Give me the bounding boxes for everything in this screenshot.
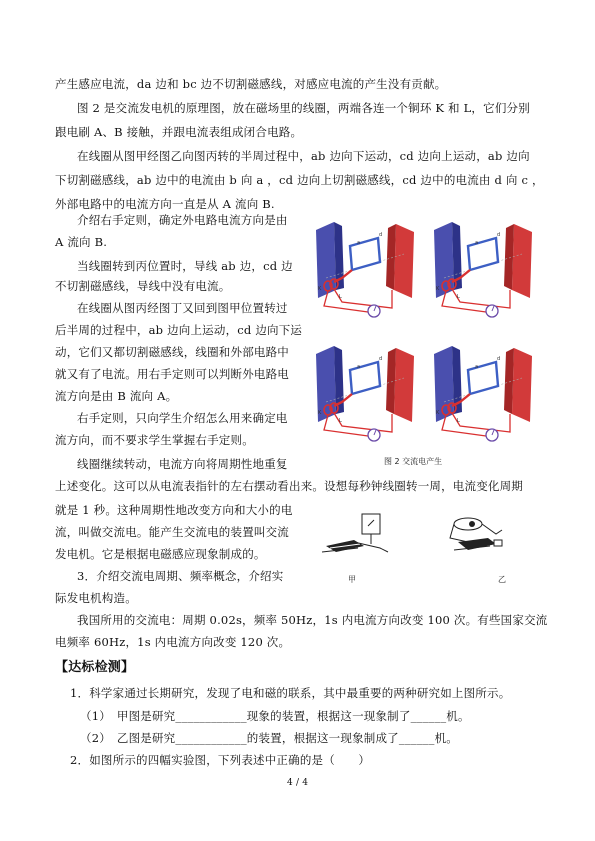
paragraph-line: 就又有了电流。用右手定则可以判断外电路电 xyxy=(55,367,289,381)
figure-label-yi: 乙 xyxy=(498,575,506,584)
paragraph-line: 就是 1 秒。这种周期性地改变方向和大小的电 xyxy=(55,503,293,517)
paragraph-line: 际发电机构造。 xyxy=(55,591,137,605)
paragraph-line: A 流向 B. xyxy=(55,235,108,249)
page-number: 4 / 4 xyxy=(287,778,309,788)
paragraph-line: 流，叫做交流电。能产生交流电的装置叫交流 xyxy=(55,525,289,539)
section-heading: 【达标检测】 xyxy=(55,660,135,675)
paragraph-line: 线圈继续转动，电流方向将周期性地重复 xyxy=(77,457,288,471)
paragraph-line: 不切割磁感线，导线中没有电流。 xyxy=(55,279,231,293)
question-line: （2） 乙图是研究____________的装置，根据这一现象制成了______机。 xyxy=(80,731,458,745)
paragraph-line: 跟电刷 A、B 接触，并跟电流表组成闭合电路。 xyxy=(55,125,303,139)
question-line: 1．科学家通过长期研究，发现了电和磁的联系，其中最重要的两种研究如上图所示。 xyxy=(70,686,511,700)
figure-caption: 图 2 交流电产生 xyxy=(384,457,443,466)
paragraph-line: 流方向，而不要求学生掌握右手定则。 xyxy=(55,433,254,447)
paragraph-line: 下切割磁感线，ab 边中的电流由 b 向 a ，cd 边向上切割磁感线，cd 边中的电流由 d 向 c ， xyxy=(55,173,544,187)
figure-label-jia: 甲 xyxy=(348,575,356,584)
experiment-figure xyxy=(318,512,540,590)
paragraph-line: 在线圈从图丙经图丁又回到图甲位置转过 xyxy=(77,301,288,315)
ac-generator-figure xyxy=(312,216,544,474)
paragraph-line: 外部电路中的电流方向一直是从 A 流向 B. xyxy=(55,197,275,211)
paragraph-line: 当线圈转到丙位置时，导线 ab 边，cd 边 xyxy=(77,259,293,273)
paragraph-line: 介绍右手定则，确定外电路电流方向是由 xyxy=(77,213,288,227)
paragraph-line: 在线圈从图甲经图乙向图丙转的半周过程中，ab 边向下运动，cd 边向上运动，ab 边向 xyxy=(77,149,530,163)
paragraph-line: 流方向是由 B 流向 A。 xyxy=(55,389,178,403)
question-line: 2．如图所示的四幅实验图，下列表述中正确的是（ ） xyxy=(70,753,371,767)
paragraph-line: 图 2 是交流发电机的原理图，放在磁场里的线圈，两端各连一个铜环 K 和 L，它们分别 xyxy=(77,101,530,115)
paragraph-line: 产生感应电流，da 边和 bc 边不切割磁感线，对感应电流的产生没有贡献。 xyxy=(55,77,447,91)
paragraph-line: 动，它们又都切割磁感线，线圈和外部电路中 xyxy=(55,345,289,359)
paragraph-line: 电频率 60Hz，1s 内电流方向改变 120 次。 xyxy=(55,635,291,649)
paragraph-line: 后半周的过程中，ab 边向上运动，cd 边向下运 xyxy=(55,323,303,337)
paragraph-line: 上述变化。这可以从电流表指针的左右摆动看出来。设想每秒钟线圈转一周，电流变化周期 xyxy=(55,479,523,493)
paragraph-line: 发电机。它是根据电磁感应现象制成的。 xyxy=(55,547,266,561)
paragraph-line: 我国所用的交流电：周期 0.02s，频率 50Hz，1s 内电流方向改变 100 次。有些国家交流 xyxy=(77,613,548,627)
question-line: （1） 甲图是研究____________现象的装置，根据这一现象制了______机。 xyxy=(80,709,470,723)
paragraph-line: 3．介绍交流电周期、频率概念，介绍实 xyxy=(77,569,284,583)
paragraph-line: 右手定则，只向学生介绍怎么用来确定电 xyxy=(77,411,288,425)
